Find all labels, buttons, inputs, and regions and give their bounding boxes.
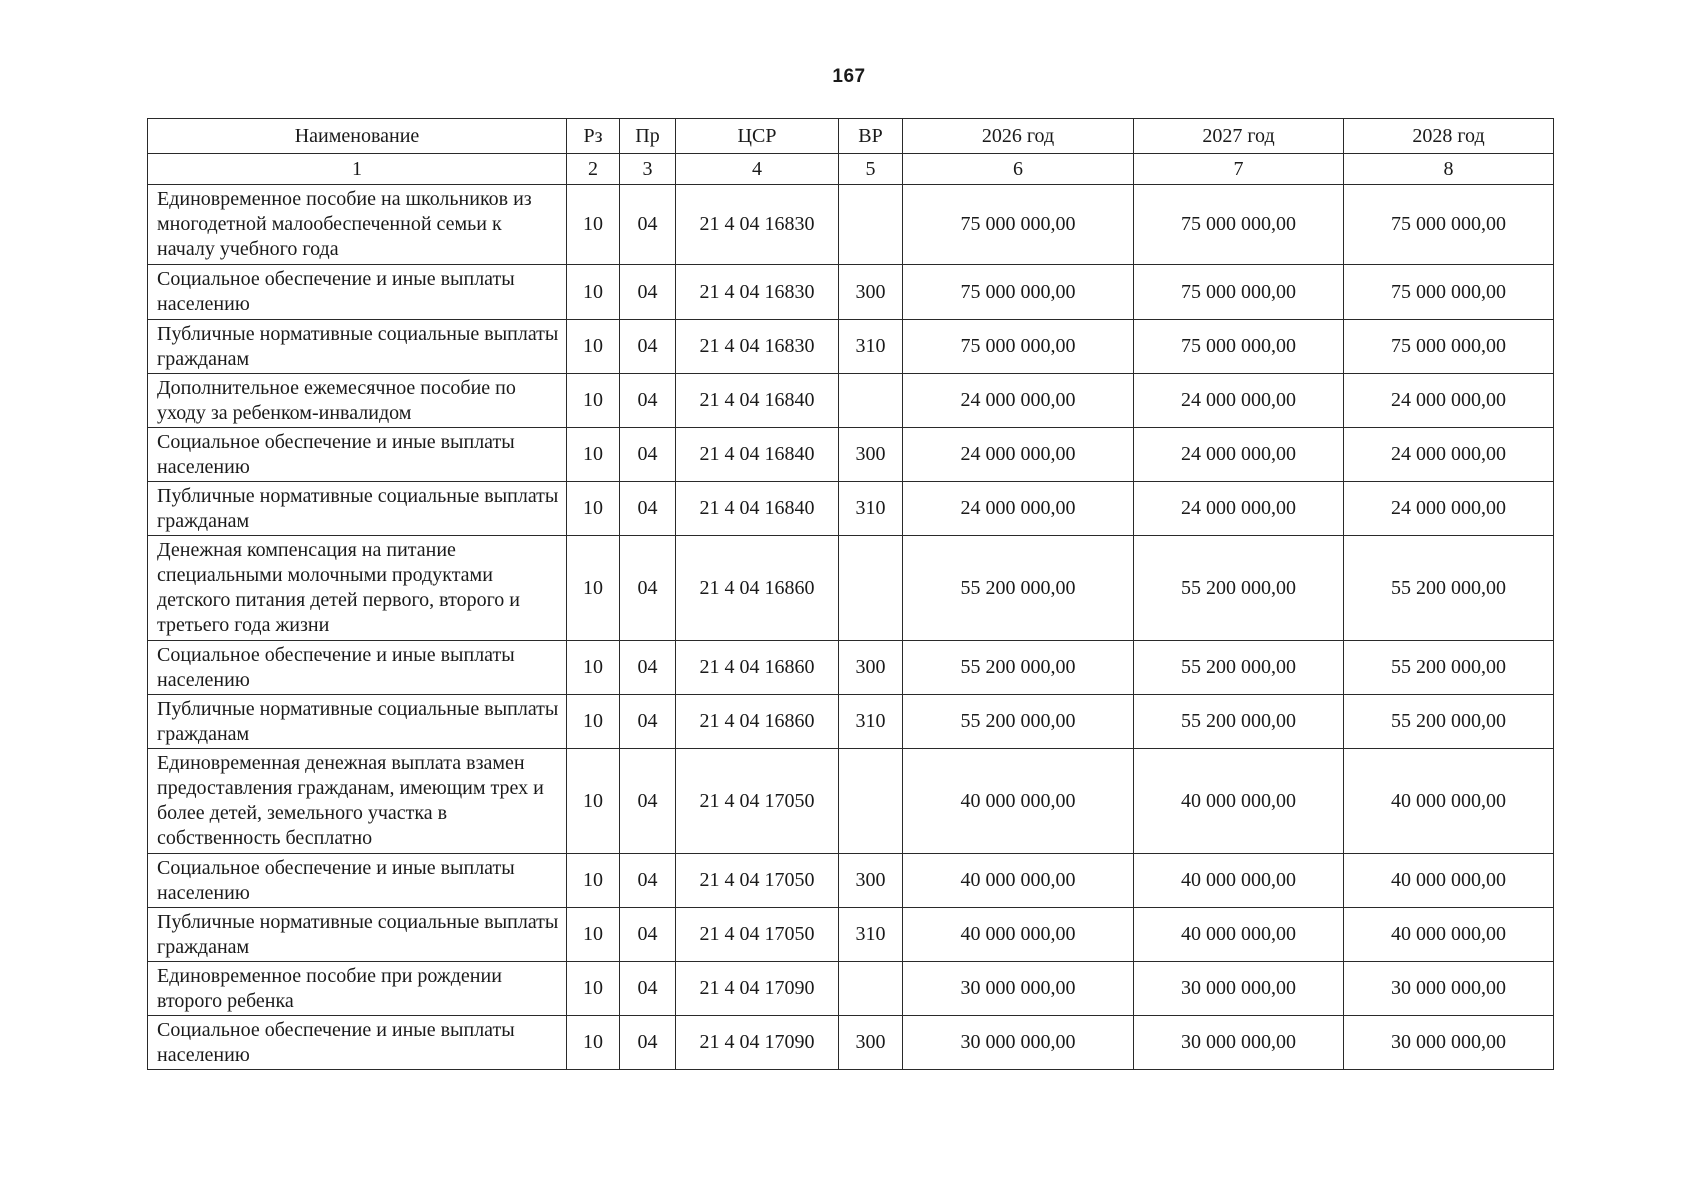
row-amount-2028: 75 000 000,00 (1344, 320, 1554, 374)
row-rz: 10 (567, 320, 620, 374)
row-pr: 04 (620, 536, 676, 641)
row-amount-2027: 55 200 000,00 (1134, 536, 1344, 641)
column-number: 6 (903, 154, 1134, 185)
row-vr: 300 (839, 428, 903, 482)
row-rz: 10 (567, 482, 620, 536)
table-row (148, 1016, 1554, 1070)
row-amount-2027: 55 200 000,00 (1134, 641, 1344, 695)
row-vr (839, 749, 903, 854)
column-number: 3 (620, 154, 676, 185)
row-amount-2028: 75 000 000,00 (1344, 185, 1554, 265)
table-row (148, 374, 1554, 428)
row-pr: 04 (620, 962, 676, 1016)
row-csr: 21 4 04 16840 (676, 482, 839, 536)
row-csr: 21 4 04 16830 (676, 320, 839, 374)
table-row (148, 749, 1554, 854)
header-2027: 2027 год (1134, 119, 1344, 154)
row-amount-2028: 55 200 000,00 (1344, 641, 1554, 695)
header-2028: 2028 год (1344, 119, 1554, 154)
column-number: 4 (676, 154, 839, 185)
column-number: 8 (1344, 154, 1554, 185)
row-name: Денежная компенсация на питание специальными молочными продуктами детского питания детей первого, второго и третьего года жизни (148, 536, 567, 641)
row-amount-2027: 30 000 000,00 (1134, 962, 1344, 1016)
row-rz: 10 (567, 185, 620, 265)
row-pr: 04 (620, 1016, 676, 1070)
row-rz: 10 (567, 1016, 620, 1070)
row-pr: 04 (620, 374, 676, 428)
row-name: Публичные нормативные социальные выплаты гражданам (148, 482, 567, 536)
row-pr: 04 (620, 482, 676, 536)
row-csr: 21 4 04 17090 (676, 1016, 839, 1070)
row-amount-2028: 40 000 000,00 (1344, 749, 1554, 854)
row-rz: 10 (567, 695, 620, 749)
row-amount-2026: 40 000 000,00 (903, 854, 1134, 908)
row-name: Социальное обеспечение и иные выплаты населению (148, 428, 567, 482)
row-amount-2028: 40 000 000,00 (1344, 854, 1554, 908)
row-rz: 10 (567, 428, 620, 482)
header-pr: Пр (620, 119, 676, 154)
row-name: Дополнительное ежемесячное пособие по уходу за ребенком-инвалидом (148, 374, 567, 428)
row-amount-2028: 30 000 000,00 (1344, 1016, 1554, 1070)
row-amount-2026: 24 000 000,00 (903, 482, 1134, 536)
header-row (148, 119, 1554, 154)
row-csr: 21 4 04 16830 (676, 265, 839, 320)
row-name: Социальное обеспечение и иные выплаты населению (148, 854, 567, 908)
row-pr: 04 (620, 641, 676, 695)
header-rz: Рз (567, 119, 620, 154)
column-number: 1 (148, 154, 567, 185)
row-pr: 04 (620, 185, 676, 265)
row-amount-2027: 24 000 000,00 (1134, 374, 1344, 428)
table-row (148, 908, 1554, 962)
row-amount-2026: 30 000 000,00 (903, 962, 1134, 1016)
row-vr: 310 (839, 320, 903, 374)
row-vr: 310 (839, 482, 903, 536)
page-number: 167 (832, 66, 866, 87)
row-amount-2027: 40 000 000,00 (1134, 749, 1344, 854)
row-amount-2027: 75 000 000,00 (1134, 320, 1344, 374)
row-name: Публичные нормативные социальные выплаты гражданам (148, 320, 567, 374)
row-pr: 04 (620, 854, 676, 908)
row-pr: 04 (620, 428, 676, 482)
row-amount-2028: 40 000 000,00 (1344, 908, 1554, 962)
row-name: Социальное обеспечение и иные выплаты населению (148, 1016, 567, 1070)
row-amount-2027: 75 000 000,00 (1134, 265, 1344, 320)
row-pr: 04 (620, 908, 676, 962)
row-vr: 300 (839, 854, 903, 908)
row-csr: 21 4 04 17050 (676, 854, 839, 908)
row-amount-2026: 40 000 000,00 (903, 749, 1134, 854)
table-row (148, 428, 1554, 482)
row-csr: 21 4 04 16860 (676, 641, 839, 695)
row-amount-2028: 30 000 000,00 (1344, 962, 1554, 1016)
header-name: Наименование (148, 119, 567, 154)
header-csr: ЦСР (676, 119, 839, 154)
column-number: 5 (839, 154, 903, 185)
row-csr: 21 4 04 17050 (676, 908, 839, 962)
row-rz: 10 (567, 854, 620, 908)
row-csr: 21 4 04 17050 (676, 749, 839, 854)
row-amount-2028: 24 000 000,00 (1344, 374, 1554, 428)
table-row (148, 185, 1554, 265)
row-rz: 10 (567, 749, 620, 854)
row-name: Единовременное пособие на школьников из многодетной малообеспеченной семьи к началу учебного года (148, 185, 567, 265)
row-name: Единовременное пособие при рождении второго ребенка (148, 962, 567, 1016)
row-csr: 21 4 04 17090 (676, 962, 839, 1016)
row-rz: 10 (567, 374, 620, 428)
row-rz: 10 (567, 265, 620, 320)
header-2026: 2026 год (903, 119, 1134, 154)
row-amount-2027: 24 000 000,00 (1134, 482, 1344, 536)
column-number-row (148, 154, 1554, 185)
row-amount-2027: 24 000 000,00 (1134, 428, 1344, 482)
row-amount-2026: 75 000 000,00 (903, 320, 1134, 374)
budget-table (147, 118, 1554, 1070)
header-vr: ВР (839, 119, 903, 154)
row-amount-2028: 55 200 000,00 (1344, 695, 1554, 749)
table-row (148, 265, 1554, 320)
table-row (148, 962, 1554, 1016)
row-name: Публичные нормативные социальные выплаты гражданам (148, 695, 567, 749)
row-amount-2027: 75 000 000,00 (1134, 185, 1344, 265)
column-number: 7 (1134, 154, 1344, 185)
row-amount-2026: 30 000 000,00 (903, 1016, 1134, 1070)
table-row (148, 695, 1554, 749)
row-name: Социальное обеспечение и иные выплаты населению (148, 641, 567, 695)
row-vr: 310 (839, 908, 903, 962)
column-number: 2 (567, 154, 620, 185)
row-amount-2027: 55 200 000,00 (1134, 695, 1344, 749)
row-vr (839, 962, 903, 1016)
row-vr: 310 (839, 695, 903, 749)
row-vr: 300 (839, 265, 903, 320)
row-pr: 04 (620, 695, 676, 749)
row-name: Единовременная денежная выплата взамен предоставления гражданам, имеющим трех и более детей, земельного участка в собственность бесплатно (148, 749, 567, 854)
row-pr: 04 (620, 320, 676, 374)
row-vr (839, 185, 903, 265)
row-vr: 300 (839, 641, 903, 695)
row-amount-2026: 40 000 000,00 (903, 908, 1134, 962)
table-row (148, 854, 1554, 908)
row-csr: 21 4 04 16860 (676, 695, 839, 749)
row-vr: 300 (839, 1016, 903, 1070)
row-amount-2028: 24 000 000,00 (1344, 482, 1554, 536)
row-pr: 04 (620, 265, 676, 320)
row-csr: 21 4 04 16840 (676, 428, 839, 482)
row-amount-2026: 75 000 000,00 (903, 265, 1134, 320)
table-row (148, 536, 1554, 641)
row-amount-2028: 75 000 000,00 (1344, 265, 1554, 320)
row-csr: 21 4 04 16830 (676, 185, 839, 265)
row-amount-2027: 40 000 000,00 (1134, 908, 1344, 962)
row-amount-2026: 24 000 000,00 (903, 428, 1134, 482)
row-vr (839, 536, 903, 641)
row-csr: 21 4 04 16840 (676, 374, 839, 428)
row-rz: 10 (567, 536, 620, 641)
row-amount-2028: 55 200 000,00 (1344, 536, 1554, 641)
row-amount-2026: 55 200 000,00 (903, 695, 1134, 749)
row-rz: 10 (567, 641, 620, 695)
table-row (148, 482, 1554, 536)
row-pr: 04 (620, 749, 676, 854)
row-amount-2026: 55 200 000,00 (903, 536, 1134, 641)
row-amount-2026: 75 000 000,00 (903, 185, 1134, 265)
table-row (148, 641, 1554, 695)
row-rz: 10 (567, 908, 620, 962)
row-rz: 10 (567, 962, 620, 1016)
row-amount-2027: 40 000 000,00 (1134, 854, 1344, 908)
row-amount-2028: 24 000 000,00 (1344, 428, 1554, 482)
row-vr (839, 374, 903, 428)
row-amount-2027: 30 000 000,00 (1134, 1016, 1344, 1070)
row-name: Публичные нормативные социальные выплаты гражданам (148, 908, 567, 962)
row-amount-2026: 55 200 000,00 (903, 641, 1134, 695)
row-amount-2026: 24 000 000,00 (903, 374, 1134, 428)
row-csr: 21 4 04 16860 (676, 536, 839, 641)
table-row (148, 320, 1554, 374)
row-name: Социальное обеспечение и иные выплаты населению (148, 265, 567, 320)
